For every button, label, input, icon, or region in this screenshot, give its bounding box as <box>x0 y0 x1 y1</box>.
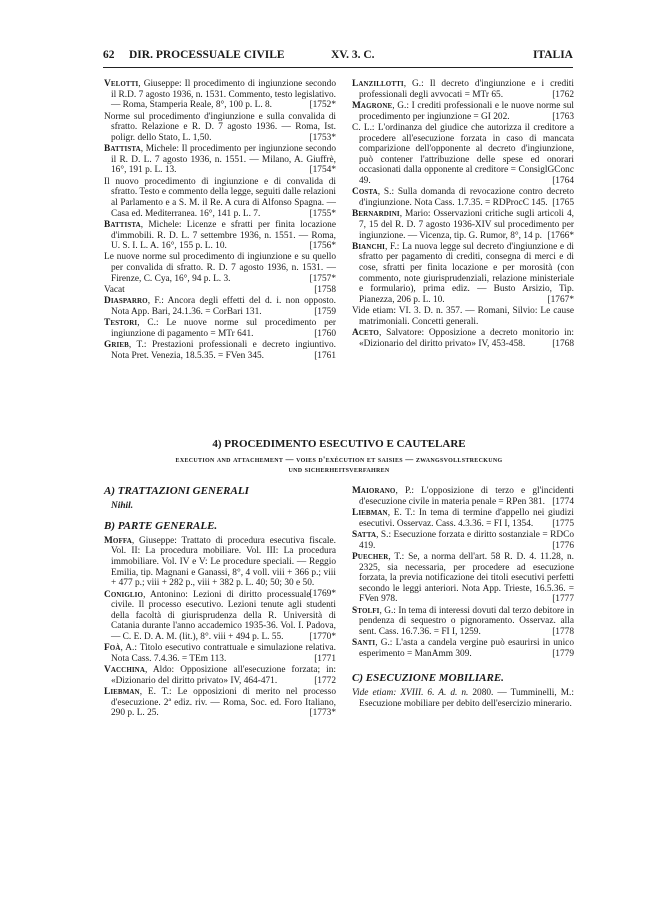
header-volume: XV. 3. C. <box>331 49 375 61</box>
bibliography-entry <box>104 79 336 111</box>
vide-etiam <box>352 688 574 709</box>
entry-author: Stolfi <box>352 605 380 616</box>
entry-author: Costa <box>352 187 378 198</box>
entry-number: [1758 <box>314 285 336 296</box>
section-subtitle <box>104 455 574 475</box>
right-column-bottom <box>352 486 574 710</box>
entry-number: [1761 <box>314 351 336 362</box>
entry-number: [1756* <box>309 241 336 252</box>
entry-number: [1772 <box>314 675 336 686</box>
entry-number: [1764 <box>552 175 574 186</box>
entry-author: Moffa <box>104 535 132 546</box>
bibliography-entry <box>352 123 574 187</box>
subtitle-line-2: und sicherheitsverfahren <box>288 465 390 474</box>
bibliography-entry <box>104 643 336 664</box>
entry-text: , G.: In tema di interessi dovuti dal terzo debitore in pendenza di sequestro o pignoramento. Osservaz. alla sent. Cass. 16.7.36. = FI I, 1259. <box>359 605 574 637</box>
entry-number: [1775 <box>552 518 574 529</box>
bibliography-entry <box>104 112 336 144</box>
entry-text: , E. T.: In tema di termine d'appello nei giudizi esecutivi. Osservaz. Cass. 4.3.36. = FI I, 1354. <box>359 507 574 529</box>
header-country: ITALIA <box>532 49 573 61</box>
bibliography-entry <box>352 552 574 605</box>
left-column-bottom <box>104 486 336 720</box>
entry-author: Satta <box>352 529 377 540</box>
running-header <box>103 49 573 65</box>
entry-text: , Michele: Licenze e sfratti per finita locazione d'immobili. R. D. L. 7 settembre 1936, n. 1551. — Roma, U. S. I. L. A. 16°, 155 p. L. 10. <box>111 219 336 252</box>
bibliography-entry <box>104 220 336 252</box>
entry-author: Grieb <box>104 340 129 351</box>
entry-text: , G.: Il decreto d'ingiunzione e i crediti professionali degli avvocati = MTr 65. <box>359 79 574 100</box>
page-number: 62 <box>103 49 115 61</box>
entry-author: Diasparro <box>104 296 148 307</box>
entry-number: [1779 <box>552 648 574 659</box>
entry-number: [1766* <box>547 230 574 241</box>
entry-author: Aceto <box>352 328 379 339</box>
entry-author: Battista <box>104 219 141 230</box>
entry-author: Puecher <box>352 551 389 562</box>
entry-text: , Mario: Osservazioni critiche sugli articoli 4, 7, 15 del R. D. 7 agosto 1936-XIV sul procedimento per ingiunzione. — Vicenza, tip. G. Rumor, 8°, 14 p. <box>359 209 574 241</box>
bibliography-entry <box>352 638 574 659</box>
entry-number: [1754* <box>309 165 336 176</box>
entry-number: [1760 <box>314 329 336 340</box>
entry-text: , P.: L'opposizione di terzo e gl'incidenti d'esecuzione civile in materia penale = RPen 381. <box>359 486 574 507</box>
right-column-top <box>352 79 574 350</box>
entry-number: [1774 <box>552 496 574 507</box>
entry-text: , Salvatore: Opposizione a decreto monitorio in: «Dizionario del diritto privato» IV, 453-458. <box>359 328 574 349</box>
entry-text: , A.: Titolo esecutivo contrattuale e simulazione relativa. Nota Cass. 7.4.36. = TEm 113. <box>111 643 336 664</box>
entry-number: [1773* <box>309 708 336 719</box>
entry-text: Norme sul procedimento d'ingiunzione e sulla convalida di sfratto. Relazione e R. D. 7 agosto 1936. — Roma, Ist. poligr. dello Stato, L. 1,50. <box>104 111 336 143</box>
entry-text: , T.: Prestazioni professionali e decreto ingiuntivo. Nota Pret. Venezia, 18.5.35. = FVen 345. <box>111 340 336 362</box>
entry-author: Bernardini <box>352 209 400 220</box>
vide-lead: Vide etiam: XVIII. 6. A. d. n. <box>352 688 469 699</box>
entry-author: Bianchi <box>352 241 385 252</box>
entry-author: Vacchina <box>104 665 145 676</box>
entry-number: [1752* <box>309 100 336 111</box>
entry-author: Velotti <box>104 79 139 89</box>
entry-text: , T.: Se, a norma dell'art. 58 R. D. 4. 11.28, n. 2325, sia necessaria, per procedere ad esecuzione forzata, la previa notificazione dei titoli esecutivi perfetti secondo le leggi anteriori. Nota App. Trieste, 16.5.36. = FVen 978. <box>359 551 574 605</box>
bibliography-entry <box>104 318 336 339</box>
entry-number: [1757* <box>309 273 336 284</box>
entry-text: , C.: Le nuove norme sul procedimento per ingiunzione di pagamento = MTr 641. <box>111 318 336 340</box>
subtitle-line-1: execution and attachement — voies d'exécution et saisies — zwangsvollstreckung <box>175 455 503 464</box>
entry-text: Vide etiam: VI. 3. D. n. 357. — Romani, Silvio: Le cause matrimoniali. Concetti generali. <box>352 306 574 327</box>
entry-text: , G.: I crediti professionali e le nuove norme sul procedimento per ingiunzione = GI 202. <box>359 100 574 122</box>
entry-author: Lanzillotti <box>352 79 404 89</box>
bibliography-entry <box>352 101 574 122</box>
entry-author: Liebman <box>352 507 388 518</box>
header-rule <box>103 67 573 68</box>
entry-number: [1753* <box>309 132 336 143</box>
bibliography-entry <box>352 486 574 507</box>
entry-number: [1762 <box>552 89 574 100</box>
entry-number: [1755* <box>309 208 336 219</box>
entry-number: [1769* <box>309 588 336 599</box>
heading-c: C) ESECUZIONE MOBILIARE. <box>352 672 504 685</box>
bibliography-entry <box>352 530 574 551</box>
bibliography-entry <box>352 79 574 100</box>
entry-text: Vacat <box>104 285 125 296</box>
entry-number: [1759 <box>314 307 336 318</box>
entry-number: [1765 <box>552 197 574 208</box>
entry-author: Battista <box>104 144 141 155</box>
entry-text: , S.: Sulla domanda di revocazione contro decreto d'ingiunzione. Nota Cass. 1.7.35. = RDProcC 145. <box>359 187 574 208</box>
heading-b: B) PARTE GENERALE. <box>104 520 218 533</box>
entry-text: , E. T.: Le opposizioni di merito nel processo d'esecuzione. 2ª ediz. riv. — Roma, Soc. ed. Foro Italiano, 290 p. L. 25. <box>111 687 336 719</box>
entry-number: [1778 <box>552 626 574 637</box>
left-column-top <box>104 79 336 362</box>
entry-text: , Aldo: Opposizione all'esecuzione forzata; in: «Dizionario del diritto privato» IV, 464-471. <box>111 665 336 686</box>
entry-author: Santi <box>352 638 376 649</box>
nihil-note: Nihil. <box>111 500 134 511</box>
bibliography-entry <box>104 590 336 643</box>
bibliography-entry <box>352 187 574 208</box>
entry-text: , Antonino: Lezioni di diritto processuale civile. Il processo esecutivo. Lezioni tenute agli studenti della facoltà di giurisprudenza della R. Università di Catania durante l'anno accademico 1935-36. Vol. I. Padova, — C. E. D. A. M. (lit.), 8°. viii + 494 p. L. 55. <box>111 589 336 642</box>
bibliography-entry <box>104 687 336 719</box>
bibliography-entry <box>104 252 336 284</box>
bibliography-entry <box>352 606 574 638</box>
entry-number: [1763 <box>552 111 574 122</box>
entry-text: , F.: La nuova legge sul decreto d'ingiunzione e di sfratto per pagamento di crediti, consegna di merci e di cose, sfratti per finita locazione e per morosità (con commento, note giurisprudenziali, relazione ministeriale e formulario), prima ediz. — Busto Arsizio, Tip. Pianezza, 206 p. L. 10. <box>359 241 574 305</box>
bibliography-entry <box>352 242 574 306</box>
bibliography-entry <box>352 306 574 327</box>
bibliography-entry <box>104 296 336 317</box>
bibliography-entry <box>104 665 336 686</box>
entry-number: [1768 <box>552 338 574 349</box>
entry-text: , Giuseppe: Trattato di procedura esecutiva fiscale. Vol. II: La procedura mobiliare. Vol. III: La procedura immobiliare. Vol. IV e V: Le procedure speciali. — Reggio Emilia, tip. Magnani e Ganassi, 8°, 4 voll. viii + 366 p.; viii + 477 p.; viii + 282 p., viii + 382 p. L. 40; 50; 30 e 50. <box>111 535 336 589</box>
bibliography-entry <box>352 209 574 241</box>
entry-number: [1776 <box>552 540 574 551</box>
entry-text: , F.: Ancora degli effetti del d. i. non opposto. Nota App. Bari, 24.1.36. = CorBari 131. <box>111 296 336 318</box>
entry-author: Coniglio <box>104 589 144 600</box>
entry-author: Liebman <box>104 687 140 698</box>
bibliography-entry <box>104 285 336 296</box>
entry-number: [1777 <box>552 594 574 605</box>
entry-number: [1767* <box>547 294 574 305</box>
entry-text: , Giuseppe: Il procedimento di ingiunzione secondo il R.D. 7 agosto 1936, n. 1531. Commento, testo legislativo. — Roma, Stamperia Reale, 8°, 100 p. L. 8. <box>111 79 336 111</box>
entry-author: Testori <box>104 318 138 329</box>
bibliography-entry <box>104 144 336 176</box>
entry-author: Foà <box>104 643 121 654</box>
bibliography-entry <box>352 508 574 529</box>
vide-text: 2080. — Tumminelli, M.: Esecuzione mobiliare per debito dell'esercizio minerario. <box>359 688 574 709</box>
entry-number: [1770* <box>309 631 336 642</box>
bibliography-entry <box>104 177 336 219</box>
bibliography-entry <box>352 328 574 349</box>
entry-text: , S.: Esecuzione forzata e diritto sostanziale = RDCo 419. <box>359 529 574 551</box>
section-title: 4) PROCEDIMENTO ESECUTIVO E CAUTELARE <box>212 438 466 450</box>
entry-author: Magrone <box>352 100 393 111</box>
entry-text: Il nuovo procedimento di ingiunzione e di convalida di sfratto. Testo e commento della legge, seguiti dalle relazioni al Parlamento e a S. M. il Re. A cura di Alfonso Spagna. — Casa ed. Mediterranea. 16°, 141 p. L. 7. <box>104 176 336 219</box>
entry-author: Maiorano <box>352 486 396 496</box>
entry-text: , Michele: Il procedimento per ingiunzione secondo il R. D. L. 7 agosto 1936, n. 1551. — Milano, A. Giuffrè, 16°, 191 p. L. 13. <box>111 144 336 176</box>
entry-text: C. L.: L'ordinanza del giudice che autorizza il creditore a procedere all'esecuzione forzata in caso di mancata comparizione dell'opponente al decreto d'ingiunzione, può contener l'attribuzione delle spese ed onorari occasionati dalla opponente al creditore = ConsiglGConc 49. <box>352 122 574 186</box>
entry-text: Le nuove norme sul procedimento di ingiunzione e su quello per convalida di sfratto. R. D. 7 agosto 1936, n. 1531. — Firenze, C. Cya, 16°, 94 p. L. 3. <box>104 252 336 284</box>
entry-text: , G.: L'asta a candela vergine può esaurirsi in unico esperimento = ManAmm 309. <box>359 638 574 659</box>
header-section: DIR. PROCESSUALE CIVILE <box>129 49 285 61</box>
bibliography-entry <box>104 340 336 361</box>
entry-number: [1771 <box>314 653 336 664</box>
heading-a: A) TRATTAZIONI GENERALI <box>104 485 249 497</box>
